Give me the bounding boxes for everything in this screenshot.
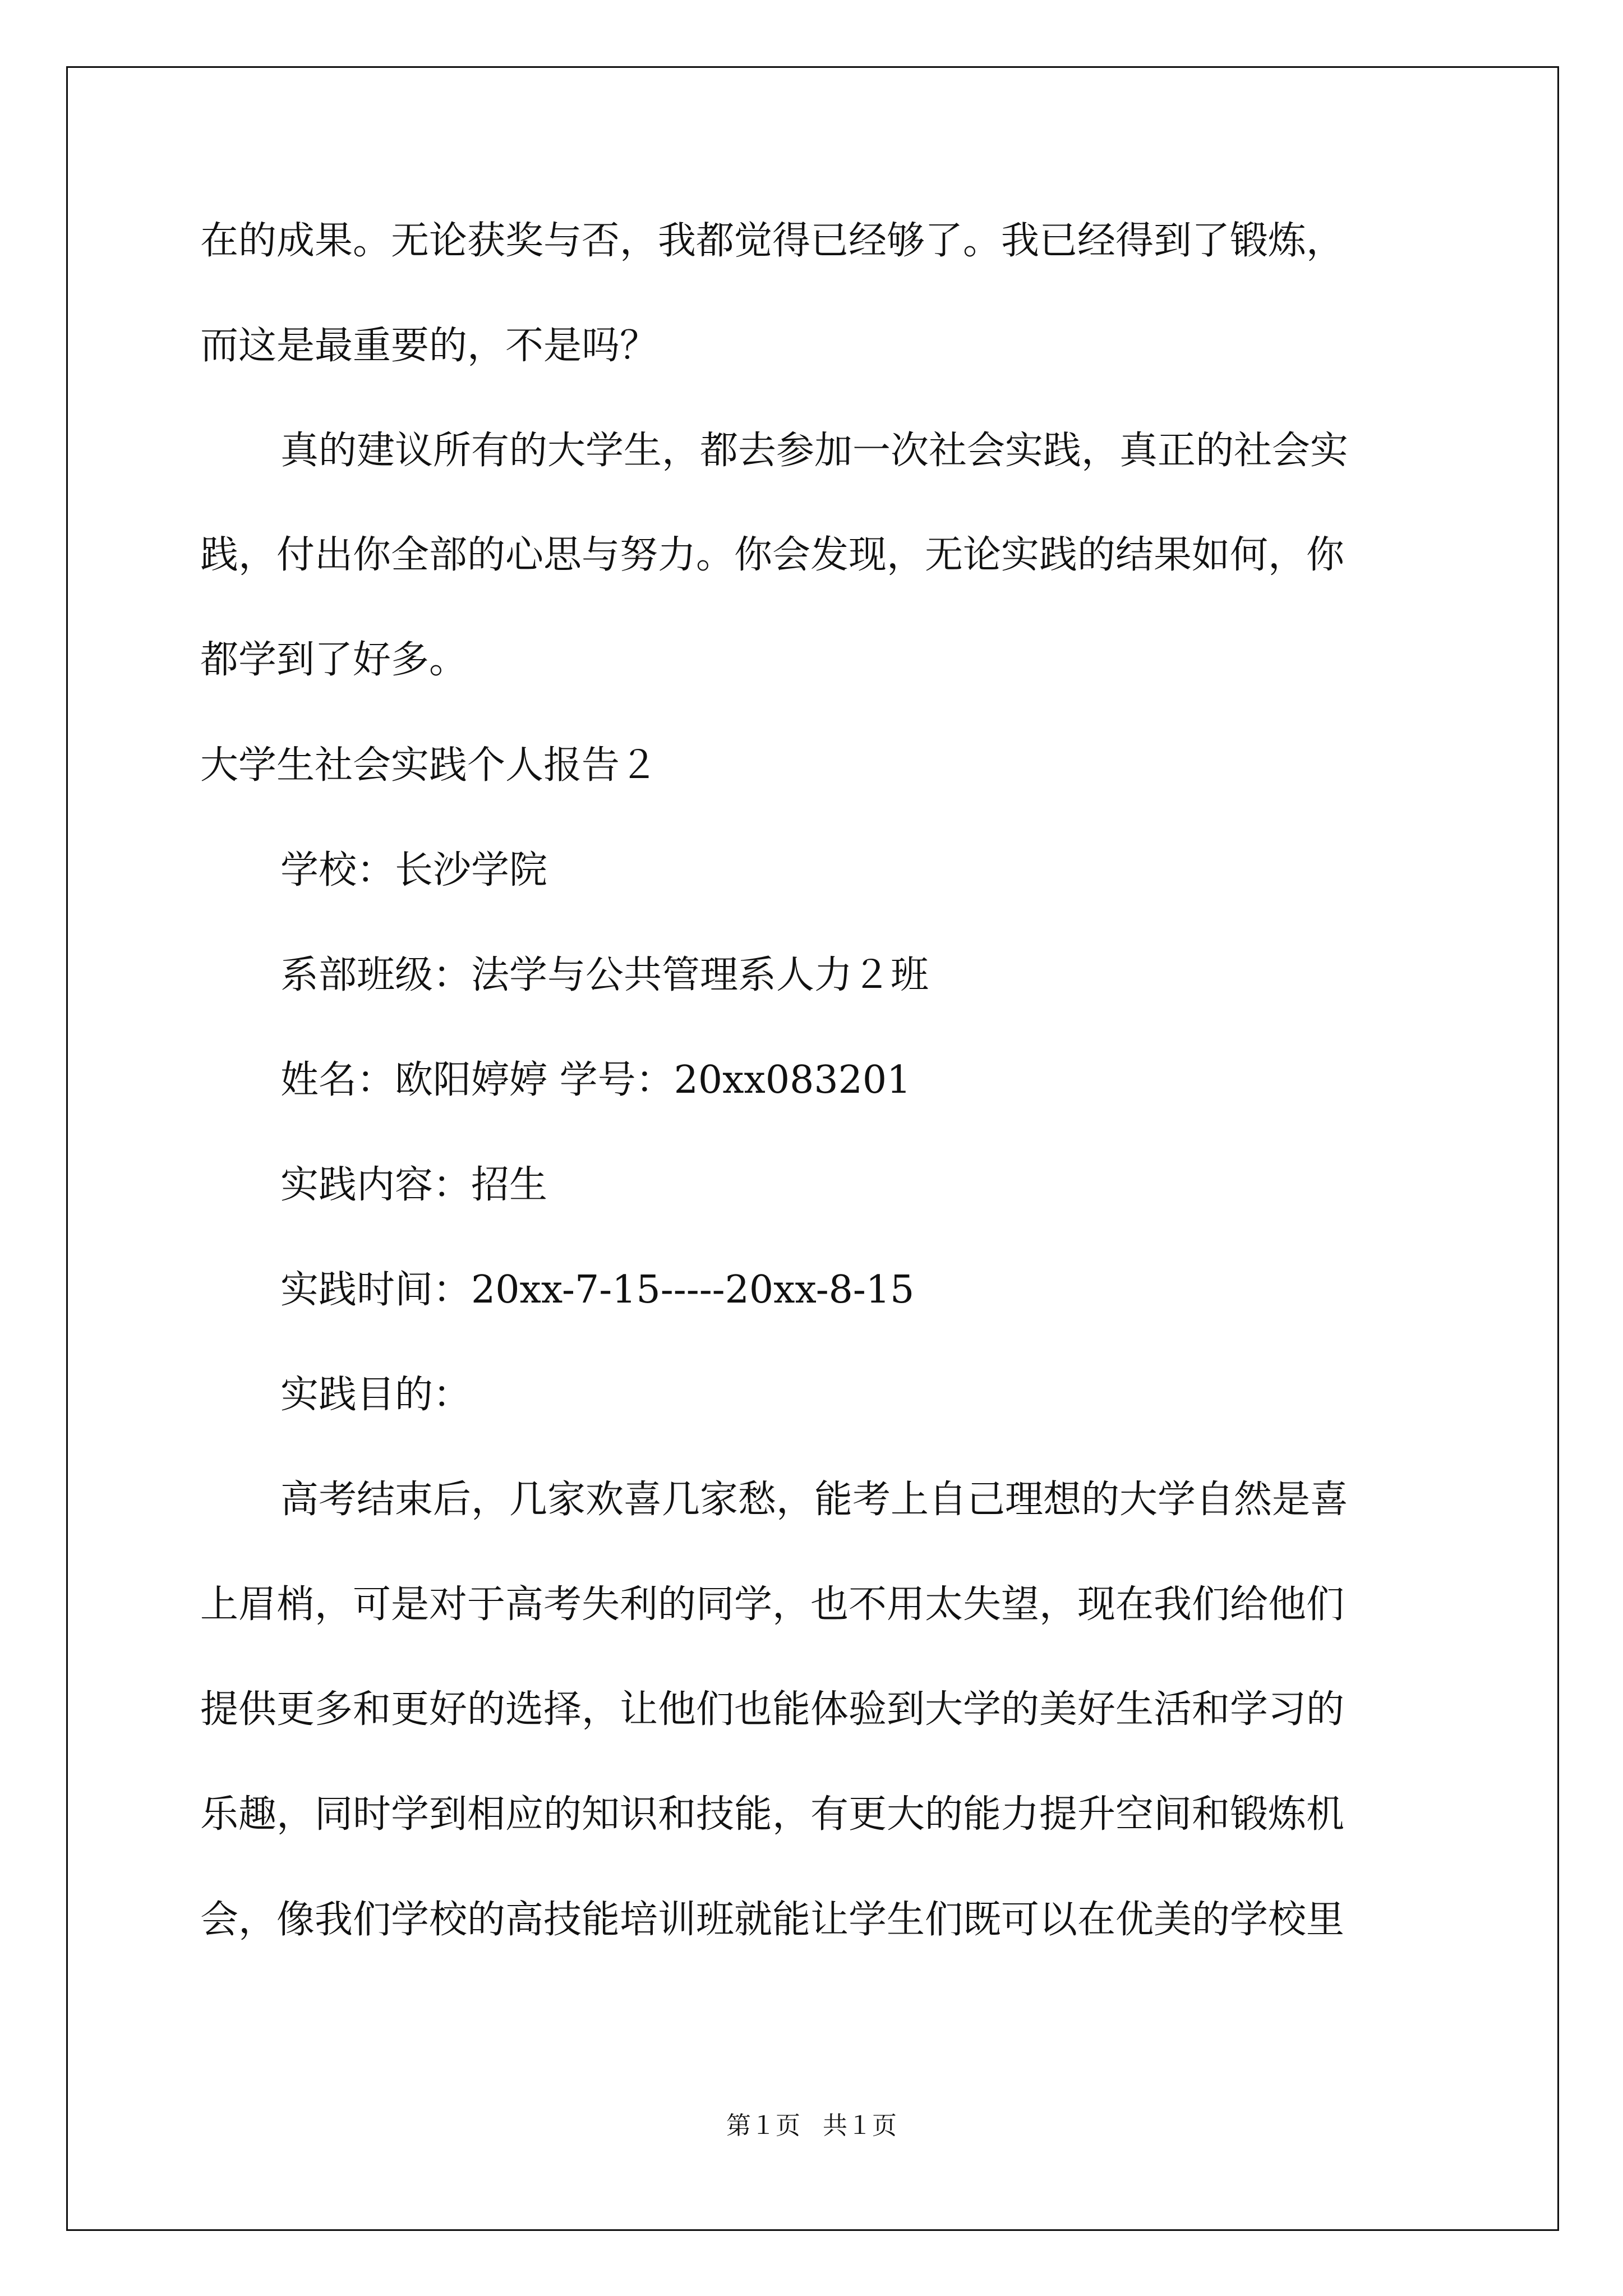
body-text-line: 会，像我们学校的高技能培训班就能让学生们既可以在优美的学校里 — [200, 1898, 1345, 1942]
body-text-line: 提供更多和更好的选择，让他们也能体验到大学的美好生活和学习的 — [200, 1687, 1345, 1732]
body-text-line: 在的成果。无论获奖与否，我都觉得已经够了。我已经得到了锻炼， — [200, 219, 1345, 263]
page-number: 第１页 — [726, 2111, 800, 2140]
info-class: 系部班级：法学与公共管理系人力２班 — [280, 953, 929, 997]
body-text-line: 而这是最重要的，不是吗？ — [200, 324, 658, 368]
body-text-line: 上眉梢，可是对于高考失利的同学，也不用太失望，现在我们给他们 — [200, 1582, 1345, 1627]
info-name-id: 姓名：欧阳婷婷 学号：20xx083201 — [280, 1058, 911, 1102]
info-purpose-label: 实践目的： — [280, 1373, 472, 1417]
body-text-line: 乐趣，同时学到相应的知识和技能，有更大的能力提升空间和锻炼机 — [200, 1792, 1345, 1837]
info-school: 学校：长沙学院 — [280, 848, 548, 892]
paragraph-start-line: 高考结束后，几家欢喜几家愁，能考上自己理想的大学自然是喜 — [280, 1478, 1349, 1522]
info-time: 实践时间：20xx-7-15-----20xx-8-15 — [280, 1268, 915, 1312]
page-footer — [0, 2109, 1623, 2143]
info-content: 实践内容：招生 — [280, 1163, 548, 1207]
section-heading: 大学生社会实践个人报告２ — [200, 743, 658, 788]
paragraph-start-line: 真的建议所有的大学生，都去参加一次社会实践，真正的社会实 — [280, 429, 1349, 473]
page-total: 共１页 — [823, 2111, 897, 2140]
body-text-line: 践，付出你全部的心思与努力。你会发现，无论实践的结果如何，你 — [200, 533, 1345, 577]
body-text-line: 都学到了好多。 — [200, 638, 468, 682]
